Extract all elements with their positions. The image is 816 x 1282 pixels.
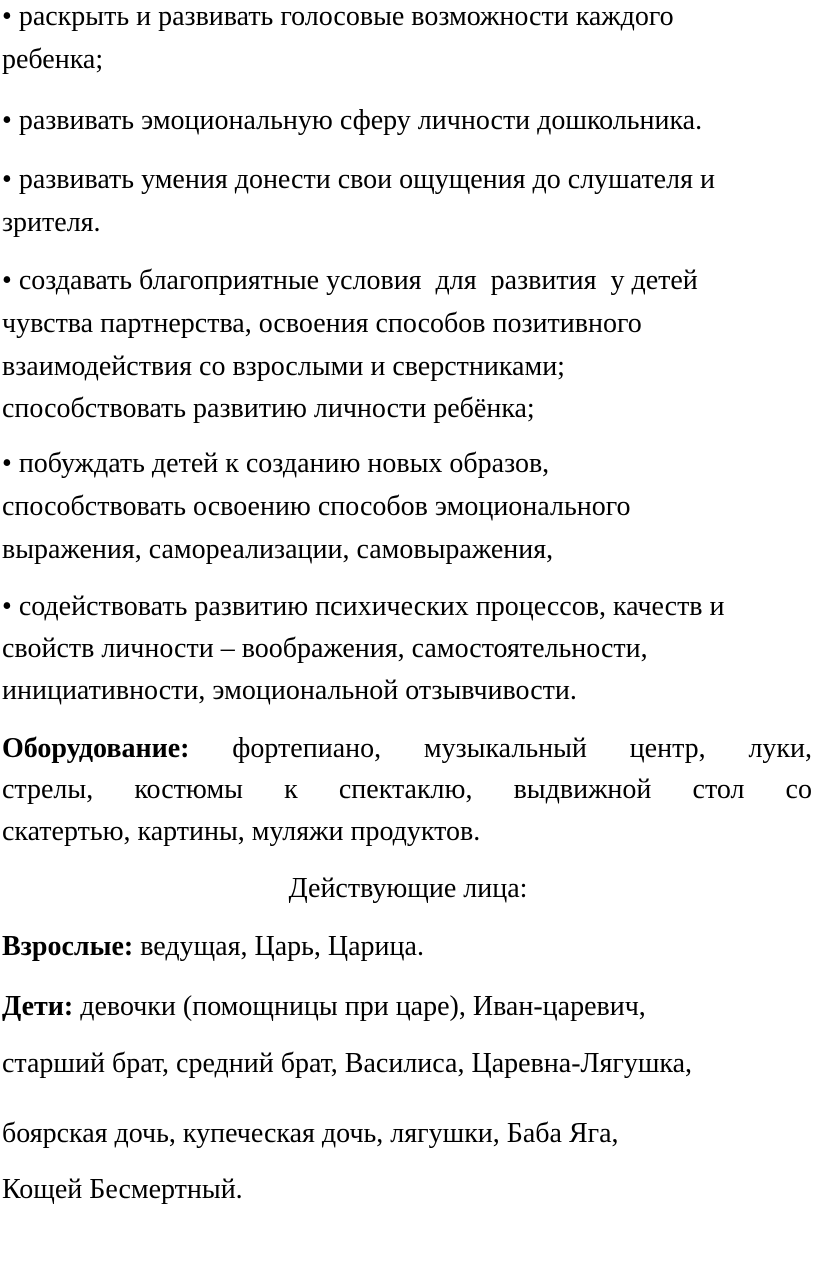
bullet-marker: •	[2, 591, 12, 622]
children-label: Дети:	[2, 991, 74, 1022]
bullet-text: создавать благоприятные условия для развития у детей	[18, 265, 698, 296]
children-line-1	[2, 993, 646, 1021]
bullet-marker: •	[2, 448, 12, 479]
bullet-6-line-3: инициативности, эмоциональной отзывчивости.	[2, 675, 577, 706]
characters-heading: Действующие лица:	[288, 873, 528, 904]
bullet-text: раскрыть и развивать голосовые возможности каждого	[18, 1, 674, 32]
bullet-marker: •	[2, 105, 12, 136]
equipment-text: фортепиано, музыкальный центр, луки,	[232, 733, 813, 764]
bullet-text: побуждать детей к созданию новых образов,	[18, 448, 550, 479]
adults-label: Взрослые:	[2, 931, 134, 962]
bullet-4-line-2: чувства партнерства, освоения способов позитивного	[2, 308, 642, 339]
bullet-6-line-2: свойств личности – воображения, самостоятельности,	[2, 633, 648, 664]
bullet-4-line-3: взаимодействия со взрослыми и сверстниками;	[2, 351, 565, 382]
children-line-4: Кощей Бесмертный.	[2, 1174, 243, 1205]
equipment-label: Оборудование:	[2, 733, 190, 764]
bullet-3-line-1	[2, 166, 715, 194]
bullet-marker: •	[2, 1, 12, 32]
bullet-1-line-2: ребенка;	[2, 44, 104, 75]
bullet-1-line-1	[2, 3, 674, 31]
equipment-line-3: скатертью, картины, муляжи продуктов.	[2, 816, 481, 847]
bullet-5-line-2: способствовать освоению способов эмоционального	[2, 491, 631, 522]
bullet-marker: •	[2, 265, 12, 296]
equipment-line-1	[2, 735, 812, 763]
children-text: девочки (помощницы при царе), Иван-царевич,	[80, 991, 646, 1022]
bullet-2-line-1	[2, 107, 702, 135]
adults-line	[2, 933, 424, 961]
bullet-text: развивать эмоциональную сферу личности дошкольника.	[18, 105, 703, 136]
bullet-3-line-2: зрителя.	[2, 207, 101, 238]
equipment-line-2: стрелы, костюмы к спектаклю, выдвижной стол со	[2, 774, 812, 805]
children-line-2: старший брат, средний брат, Василиса, Царевна-Лягушка,	[2, 1048, 693, 1079]
bullet-6-line-1	[2, 593, 725, 621]
bullet-text: развивать умения донести свои ощущения до слушателя и	[18, 164, 715, 195]
bullet-4-line-1	[2, 267, 698, 295]
bullet-text: содействовать развитию психических процессов, качеств и	[18, 591, 725, 622]
bullet-5-line-1	[2, 450, 549, 478]
adults-text: ведущая, Царь, Царица.	[140, 931, 424, 962]
bullet-4-line-4: способствовать развитию личности ребёнка;	[2, 393, 535, 424]
bullet-marker: •	[2, 164, 12, 195]
children-line-3: боярская дочь, купеческая дочь, лягушки, Баба Яга,	[2, 1118, 619, 1149]
bullet-5-line-3: выражения, самореализации, самовыражения,	[2, 534, 554, 565]
